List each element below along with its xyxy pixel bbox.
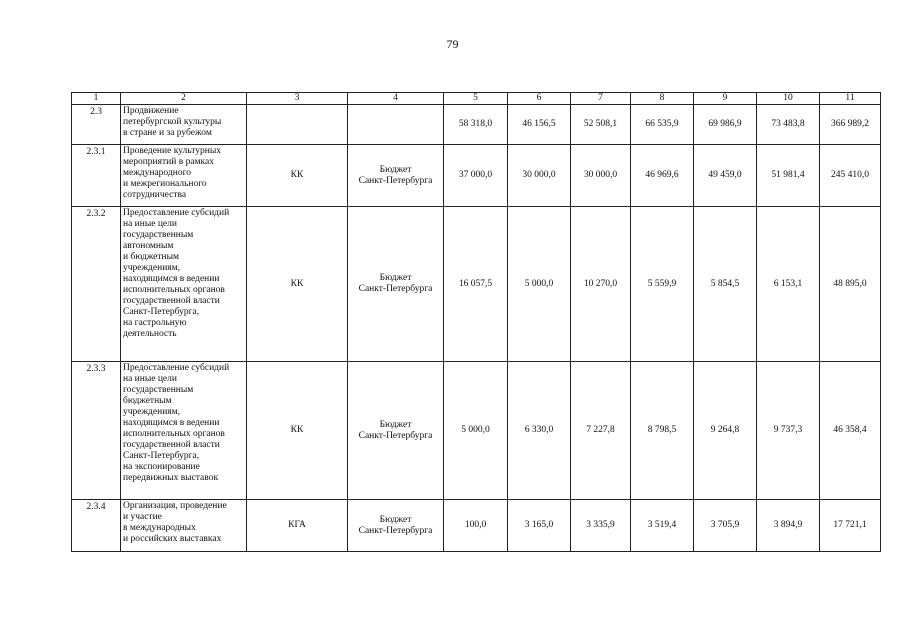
column-number-header: 2 xyxy=(121,93,247,105)
funding-source xyxy=(348,105,444,145)
year-value: 16 057,5 xyxy=(444,207,508,362)
item-name-line: и российских выставках xyxy=(123,534,222,544)
funding-source xyxy=(348,207,444,362)
table-row xyxy=(72,145,881,207)
funding-source xyxy=(348,362,444,500)
year-value: 100,0 xyxy=(444,500,508,552)
year-value: 5 854,5 xyxy=(694,207,757,362)
year-value: 46 156,5 xyxy=(508,105,571,145)
year-value: 3 165,0 xyxy=(508,500,571,552)
funding-source-line: Бюджет xyxy=(379,419,412,430)
column-number-header: 9 xyxy=(694,93,757,105)
item-name-line: бюджетным xyxy=(123,396,172,406)
item-name-line: находящимся в ведении xyxy=(123,274,220,284)
item-name-line: и межрегионального xyxy=(123,179,207,189)
funding-source-line: Бюджет xyxy=(379,164,412,175)
item-name-line: государственной власти xyxy=(123,296,220,306)
item-name xyxy=(121,207,247,362)
funding-source-line: Санкт-Петербурга xyxy=(358,284,433,294)
column-number-header: 3 xyxy=(247,93,348,105)
year-value: 3 894,9 xyxy=(757,500,820,552)
item-name-line: передвижных выставок xyxy=(123,473,219,483)
executor: КК xyxy=(247,207,348,362)
item-name xyxy=(121,145,247,207)
funding-source-line: Бюджет xyxy=(379,273,412,283)
funding-source-line: Санкт-Петербурга xyxy=(358,430,433,441)
item-name-line: и бюджетным xyxy=(123,252,180,262)
item-name-line: на гастрольную xyxy=(123,318,187,328)
year-value: 6 153,1 xyxy=(757,207,820,362)
item-name-line: находящимся в ведении xyxy=(123,418,220,428)
total-value: 366 989,2 xyxy=(820,105,881,145)
item-number: 2.3.2 xyxy=(72,207,121,362)
funding-source-line: Санкт-Петербурга xyxy=(358,175,433,186)
item-name-line: Предоставление субсидий xyxy=(123,363,230,373)
year-value: 58 318,0 xyxy=(444,105,508,145)
item-name-line: деятельность xyxy=(123,329,177,339)
total-value: 46 358,4 xyxy=(820,362,881,500)
executor: КК xyxy=(247,145,348,207)
year-value: 49 459,0 xyxy=(694,145,757,207)
year-value: 69 986,9 xyxy=(694,105,757,145)
item-name-line: на иные цели xyxy=(123,374,177,384)
item-name xyxy=(121,362,247,500)
item-name xyxy=(121,105,247,145)
item-name-line: на иные цели xyxy=(123,219,177,229)
year-value: 3 519,4 xyxy=(631,500,694,552)
item-number: 2.3 xyxy=(72,105,121,145)
executor: КГА xyxy=(247,500,348,552)
item-name-line: в стране и за рубежом xyxy=(123,128,212,138)
item-name-line: и участие xyxy=(123,512,162,522)
item-name-line: государственным xyxy=(123,385,194,395)
table-row xyxy=(72,207,881,362)
item-name-line: автономным xyxy=(123,241,174,251)
item-name-line: петербургской культуры xyxy=(123,117,222,127)
item-name-line: Проведение культурных xyxy=(123,146,221,156)
item-name-line: Продвижение xyxy=(123,106,179,116)
table-row xyxy=(72,105,881,145)
year-value: 46 969,6 xyxy=(631,145,694,207)
year-value: 30 000,0 xyxy=(571,145,631,207)
year-value: 51 981,4 xyxy=(757,145,820,207)
year-value: 6 330,0 xyxy=(508,362,571,500)
item-name-line: учреждениям, xyxy=(123,263,181,273)
year-value: 52 508,1 xyxy=(571,105,631,145)
year-value: 3 335,9 xyxy=(571,500,631,552)
year-value: 73 483,8 xyxy=(757,105,820,145)
total-value: 48 895,0 xyxy=(820,207,881,362)
column-number-header: 7 xyxy=(571,93,631,105)
budget-table xyxy=(71,92,881,552)
executor: КК xyxy=(247,362,348,500)
year-value: 10 270,0 xyxy=(571,207,631,362)
item-number: 2.3.3 xyxy=(72,362,121,500)
year-value: 9 737,3 xyxy=(757,362,820,500)
item-name-line: Предоставление субсидий xyxy=(123,208,230,218)
column-number-row xyxy=(72,93,881,105)
item-number: 2.3.4 xyxy=(72,500,121,552)
item-name-line: исполнительных органов xyxy=(123,285,225,295)
table-row xyxy=(72,362,881,500)
year-value: 5 559,9 xyxy=(631,207,694,362)
column-number-header: 1 xyxy=(72,93,121,105)
item-name-line: учреждениям, xyxy=(123,407,181,417)
year-value: 8 798,5 xyxy=(631,362,694,500)
year-value: 3 705,9 xyxy=(694,500,757,552)
total-value: 245 410,0 xyxy=(820,145,881,207)
item-name-line: Организация, проведение xyxy=(123,501,227,511)
column-number-header: 8 xyxy=(631,93,694,105)
item-name-line: международного xyxy=(123,168,191,178)
column-number-header: 4 xyxy=(348,93,444,105)
funding-source-line: Бюджет xyxy=(379,514,412,525)
total-value: 17 721,1 xyxy=(820,500,881,552)
year-value: 5 000,0 xyxy=(444,362,508,500)
funding-source-line: Санкт-Петербурга xyxy=(358,525,433,536)
year-value: 37 000,0 xyxy=(444,145,508,207)
item-name-line: сотрудничества xyxy=(123,190,187,200)
year-value: 30 000,0 xyxy=(508,145,571,207)
column-number-header: 10 xyxy=(757,93,820,105)
year-value: 9 264,8 xyxy=(694,362,757,500)
item-name-line: Санкт-Петербурга, xyxy=(123,451,200,461)
item-number: 2.3.1 xyxy=(72,145,121,207)
column-number-header: 11 xyxy=(820,93,881,105)
funding-source xyxy=(348,500,444,552)
item-name-line: исполнительных органов xyxy=(123,429,225,439)
column-number-header: 6 xyxy=(508,93,571,105)
year-value: 7 227,8 xyxy=(571,362,631,500)
year-value: 66 535,9 xyxy=(631,105,694,145)
year-value: 5 000,0 xyxy=(508,207,571,362)
item-name-line: государственным xyxy=(123,230,194,240)
executor xyxy=(247,105,348,145)
item-name-line: в международных xyxy=(123,523,196,533)
column-number-header: 5 xyxy=(444,93,508,105)
item-name-line: на экспонирование xyxy=(123,462,200,472)
item-name-line: Санкт-Петербурга, xyxy=(123,307,200,317)
funding-source xyxy=(348,145,444,207)
item-name-line: государственной власти xyxy=(123,440,220,450)
table-row xyxy=(72,500,881,552)
item-name xyxy=(121,500,247,552)
item-name-line: мероприятий в рамках xyxy=(123,157,214,167)
page-number: 79 xyxy=(446,37,459,51)
